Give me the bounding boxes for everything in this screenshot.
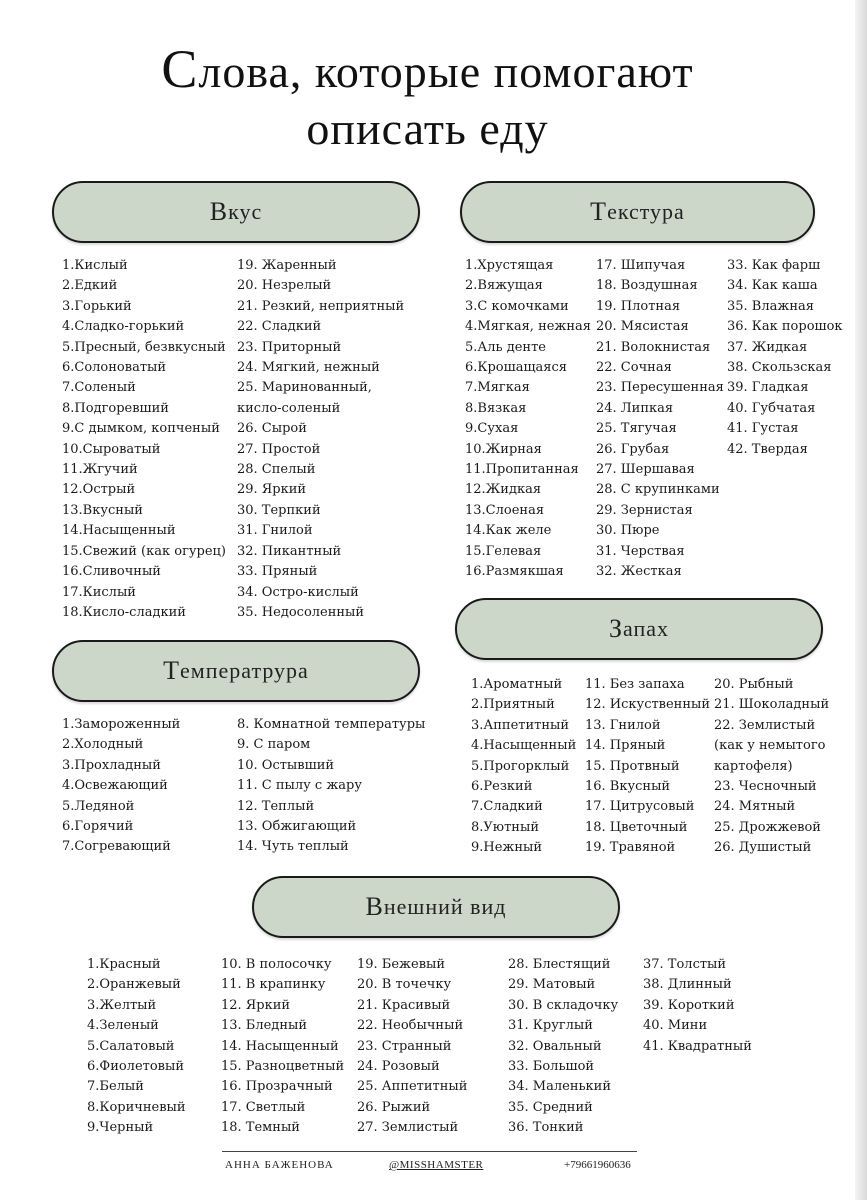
list-item: 7.Согревающий — [62, 839, 171, 855]
list-item: 26. Рыжий — [357, 1099, 431, 1115]
list-item: 4.Насыщенный — [471, 738, 577, 754]
list-item: 25. Маринованный, — [237, 380, 372, 396]
list-item: 21. Волокнистая — [596, 339, 711, 355]
list-item: 20. Рыбный — [714, 677, 794, 692]
list-item: 5.Салатовый — [87, 1038, 175, 1054]
smell-list-col2 — [585, 675, 710, 859]
list-item: 19. Плотная — [596, 298, 681, 314]
list-item: 15.Гелевая — [465, 543, 542, 559]
list-item: 14. Чуть теплый — [237, 839, 349, 855]
footer-phone: +79661960636 — [564, 1159, 631, 1171]
list-item: 39. Гладкая — [727, 380, 809, 396]
temperature-list-col2 — [237, 715, 425, 858]
list-item: 26. Грубая — [596, 441, 670, 457]
list-item: 1.Замороженный — [62, 717, 181, 732]
list-item: 3.Желтый — [87, 997, 157, 1013]
list-item: 19. Бежевый — [357, 957, 446, 972]
list-item: 18.Кисло-сладкий — [62, 604, 186, 620]
list-item: 3.Аппетитный — [471, 717, 569, 733]
list-item: 3.С комочками — [465, 298, 569, 314]
list-item: 20. Незрелый — [237, 278, 332, 294]
page-title-line1 — [0, 39, 855, 99]
list-item: 12.Жидкая — [465, 482, 542, 498]
list-item: 16.Размякшая — [465, 564, 564, 580]
list-item: 28. С крупинками — [596, 482, 720, 498]
list-item: 37. Толстый — [643, 957, 727, 972]
list-item: 16. Прозрачный — [221, 1079, 333, 1095]
list-item: 3.Горький — [62, 298, 132, 314]
appearance-list-col4 — [508, 955, 618, 1139]
list-item: 6.Фиолетовый — [87, 1059, 184, 1075]
heading-rest: емператрура — [180, 658, 309, 683]
list-item: 34. Остро-кислый — [237, 584, 359, 600]
list-item: 22. Землистый — [714, 717, 816, 733]
list-item: 6.Солоноватый — [62, 360, 167, 376]
list-item: 21. Резкий, неприятный — [237, 298, 405, 314]
list-item: 37. Жидкая — [727, 339, 808, 355]
list-item: 40. Мини — [643, 1018, 708, 1034]
list-item: 6.Крошащаяся — [465, 360, 567, 376]
list-item: 2.Оранжевый — [87, 977, 181, 993]
heading-capital: В — [209, 197, 229, 226]
list-item: кисло-соленый — [237, 400, 341, 416]
list-item: 8.Вязкая — [465, 400, 527, 416]
heading-capital: Т — [590, 197, 608, 226]
list-item: 8.Подгоревший — [62, 400, 169, 416]
list-item: 5.Прогорклый — [471, 758, 570, 774]
list-item: 4.Зеленый — [87, 1018, 159, 1034]
page-edge-shadow — [855, 0, 867, 1200]
list-item: 2.Холодный — [62, 737, 144, 753]
list-item: 15.Свежий (как огурец) — [62, 543, 226, 559]
heading-capital: З — [608, 614, 623, 643]
list-item: 20. Мясистая — [596, 319, 689, 335]
list-item: 10. В полосочку — [221, 957, 332, 972]
list-item: 18. Темный — [221, 1120, 300, 1136]
list-item: 29. Яркий — [237, 482, 307, 498]
list-item: 1.Ароматный — [471, 677, 563, 692]
list-item: 12.Острый — [62, 482, 136, 498]
list-item: 38. Длинный — [643, 977, 732, 993]
list-item: 31. Черствая — [596, 543, 685, 559]
heading-rest: екстура — [607, 199, 685, 224]
list-item: 7.Сладкий — [471, 799, 543, 815]
list-item: 11. С пылу с жару — [237, 778, 363, 794]
list-item: 12. Искуственный — [585, 697, 711, 713]
list-item: 32. Жесткая — [596, 564, 682, 580]
footer-instagram-link[interactable]: @MISSHAMSTER — [389, 1159, 484, 1171]
list-item: 9. С паром — [237, 737, 311, 753]
section-heading-taste — [52, 181, 420, 243]
list-item: 25. Дрожжевой — [714, 819, 821, 835]
list-item: 24. Розовый — [357, 1059, 440, 1075]
smell-list-col3 — [714, 675, 829, 859]
appearance-list-col1 — [87, 955, 186, 1139]
list-item: 13. Гнилой — [585, 717, 661, 733]
heading-capital: Т — [163, 656, 181, 685]
list-item: 29. Зернистая — [596, 502, 693, 518]
list-item: 23. Странный — [357, 1038, 452, 1054]
list-item: 2.Вяжущая — [465, 278, 543, 294]
list-item: 22. Необычный — [357, 1018, 464, 1034]
list-item: 27. Простой — [237, 441, 321, 457]
list-item: 40. Губчатая — [727, 400, 816, 416]
list-item: 30. В складочку — [508, 997, 619, 1013]
list-item: 9.Сухая — [465, 421, 519, 437]
list-item: 12. Яркий — [221, 997, 291, 1013]
temperature-list-col1 — [62, 715, 180, 858]
list-item: 38. Скользская — [727, 360, 832, 376]
list-item: 2.Едкий — [62, 278, 118, 294]
list-item: 11. Без запаха — [585, 677, 685, 692]
list-item: 30. Пюре — [596, 523, 660, 539]
list-item: 17. Цитрусовый — [585, 799, 695, 815]
list-item: 1.Хрустящая — [465, 258, 554, 273]
list-item: 10.Сыроватый — [62, 441, 161, 457]
list-item: 27. Шершавая — [596, 462, 695, 478]
title-capital: С — [161, 39, 199, 99]
list-item: 36. Как порошок — [727, 319, 843, 335]
list-item: 31. Круглый — [508, 1018, 593, 1034]
list-item: 33. Как фарш — [727, 258, 821, 273]
heading-rest: кус — [228, 199, 263, 224]
list-item: 13.Вкусный — [62, 502, 143, 518]
list-item: 1.Кислый — [62, 258, 128, 273]
list-item: 23. Приторный — [237, 339, 342, 355]
list-item: 6.Горячий — [62, 819, 134, 835]
list-item: 24. Липкая — [596, 400, 674, 416]
list-item: 36. Тонкий — [508, 1120, 584, 1136]
list-item: 34. Как каша — [727, 278, 818, 294]
list-item: 10. Остывший — [237, 757, 335, 773]
list-item: 18. Воздушная — [596, 278, 698, 294]
heading-rest: нешний вид — [383, 894, 507, 919]
list-item: 4.Мягкая, нежная — [465, 319, 592, 335]
list-item: 8.Уютный — [471, 819, 539, 835]
texture-list-col1 — [465, 256, 591, 583]
list-item: 11. В крапинку — [221, 977, 326, 993]
list-item: 33. Большой — [508, 1059, 595, 1075]
list-item: 22. Сладкий — [237, 319, 322, 335]
list-item: 35. Средний — [508, 1099, 593, 1115]
list-item: 14. Пряный — [585, 738, 666, 754]
title-rest: лова, которые помогают — [198, 46, 694, 97]
list-item: 7.Мягкая — [465, 380, 530, 396]
texture-list-col2 — [596, 256, 724, 583]
taste-list-col1 — [62, 256, 226, 623]
list-item: 32. Пикантный — [237, 543, 342, 559]
list-item: 28. Спелый — [237, 462, 316, 478]
list-item: 4.Сладко-горький — [62, 319, 185, 335]
list-item: 20. В точечку — [357, 977, 452, 993]
list-item: 23. Пересушенная — [596, 380, 724, 396]
texture-list-col3 — [727, 256, 843, 460]
footer-divider — [222, 1151, 637, 1152]
section-heading-appearance — [252, 876, 620, 938]
list-item: 21. Шоколадный — [714, 697, 830, 713]
list-item: 10.Жирная — [465, 441, 542, 457]
list-item: 16. Вкусный — [585, 779, 671, 795]
list-item: 18. Цветочный — [585, 819, 688, 835]
list-item: (как у немытого — [714, 738, 826, 754]
list-item: 35. Влажная — [727, 298, 814, 314]
list-item: 21. Красивый — [357, 997, 451, 1013]
heading-capital: В — [365, 892, 384, 921]
list-item: 6.Резкий — [471, 779, 533, 795]
list-item: 14. Насыщенный — [221, 1038, 339, 1054]
list-item: 5.Ледяной — [62, 798, 135, 814]
list-item: 24. Мягкий, нежный — [237, 360, 380, 376]
list-item: 31. Гнилой — [237, 523, 313, 539]
list-item: 26. Сырой — [237, 421, 307, 437]
list-item: 24. Мятный — [714, 799, 796, 815]
list-item: 17. Светлый — [221, 1099, 306, 1115]
list-item: 5.Аль денте — [465, 339, 546, 355]
list-item: картофеля) — [714, 758, 793, 774]
list-item: 2.Приятный — [471, 697, 555, 713]
section-heading-texture — [460, 181, 815, 243]
smell-list-col1 — [471, 675, 576, 859]
list-item: 1.Красный — [87, 957, 161, 972]
list-item: 17. Шипучая — [596, 258, 686, 273]
list-item: 13.Слоеная — [465, 502, 545, 518]
list-item: 34. Маленький — [508, 1079, 612, 1095]
list-item: 15. Протвный — [585, 758, 680, 774]
section-heading-smell — [455, 598, 823, 660]
list-item: 29. Матовый — [508, 977, 596, 993]
list-item: 41. Квадратный — [643, 1038, 752, 1054]
page-title-line2: описать еду — [306, 103, 549, 154]
appearance-list-col5 — [643, 955, 752, 1057]
list-item: 8. Комнатной температуры — [237, 717, 426, 732]
list-item: 14.Насыщенный — [62, 523, 176, 539]
list-item: 17.Кислый — [62, 584, 136, 600]
list-item: 12. Теплый — [237, 798, 315, 814]
list-item: 16.Сливочный — [62, 564, 161, 580]
list-item: 28. Блестящий — [508, 957, 611, 972]
list-item: 25. Аппетитный — [357, 1079, 468, 1095]
list-item: 26. Душистый — [714, 840, 812, 856]
section-heading-temperature — [52, 640, 420, 702]
list-item: 25. Тягучая — [596, 421, 677, 437]
list-item: 19. Жаренный — [237, 258, 337, 273]
footer-author-name: АННА БАЖЕНОВА — [225, 1159, 334, 1171]
appearance-list-col2 — [221, 955, 344, 1139]
list-item: 9.С дымком, копченый — [62, 421, 220, 437]
list-item: 8.Коричневый — [87, 1099, 186, 1115]
list-item: 7.Белый — [87, 1079, 144, 1095]
list-item: 7.Соленый — [62, 380, 136, 396]
list-item: 4.Освежающий — [62, 778, 168, 794]
list-item: 33. Пряный — [237, 564, 318, 580]
list-item: 14.Как желе — [465, 523, 552, 539]
list-item: 22. Сочная — [596, 360, 672, 376]
appearance-list-col3 — [357, 955, 467, 1139]
list-item: 15. Разноцветный — [221, 1059, 345, 1075]
list-item: 9.Черный — [87, 1120, 154, 1136]
list-item: 13. Обжигающий — [237, 819, 357, 835]
list-item: 39. Короткий — [643, 997, 735, 1013]
list-item: 13. Бледный — [221, 1018, 307, 1034]
list-item: 32. Овальный — [508, 1038, 602, 1054]
list-item: 35. Недосоленный — [237, 604, 365, 620]
list-item: 23. Чесночный — [714, 779, 817, 795]
list-item: 11.Пропитанная — [465, 462, 579, 478]
list-item: 30. Терпкий — [237, 502, 321, 518]
list-item: 42. Твердая — [727, 441, 808, 457]
list-item: 9.Нежный — [471, 840, 543, 856]
list-item: 11.Жгучий — [62, 462, 138, 478]
list-item: 5.Пресный, безвкусный — [62, 339, 226, 355]
list-item: 19. Травяной — [585, 840, 676, 856]
list-item: 3.Прохладный — [62, 757, 161, 773]
list-item: 27. Землистый — [357, 1120, 459, 1136]
taste-list-col2 — [237, 256, 404, 623]
heading-rest: апах — [623, 616, 670, 641]
list-item: 41. Густая — [727, 421, 799, 437]
